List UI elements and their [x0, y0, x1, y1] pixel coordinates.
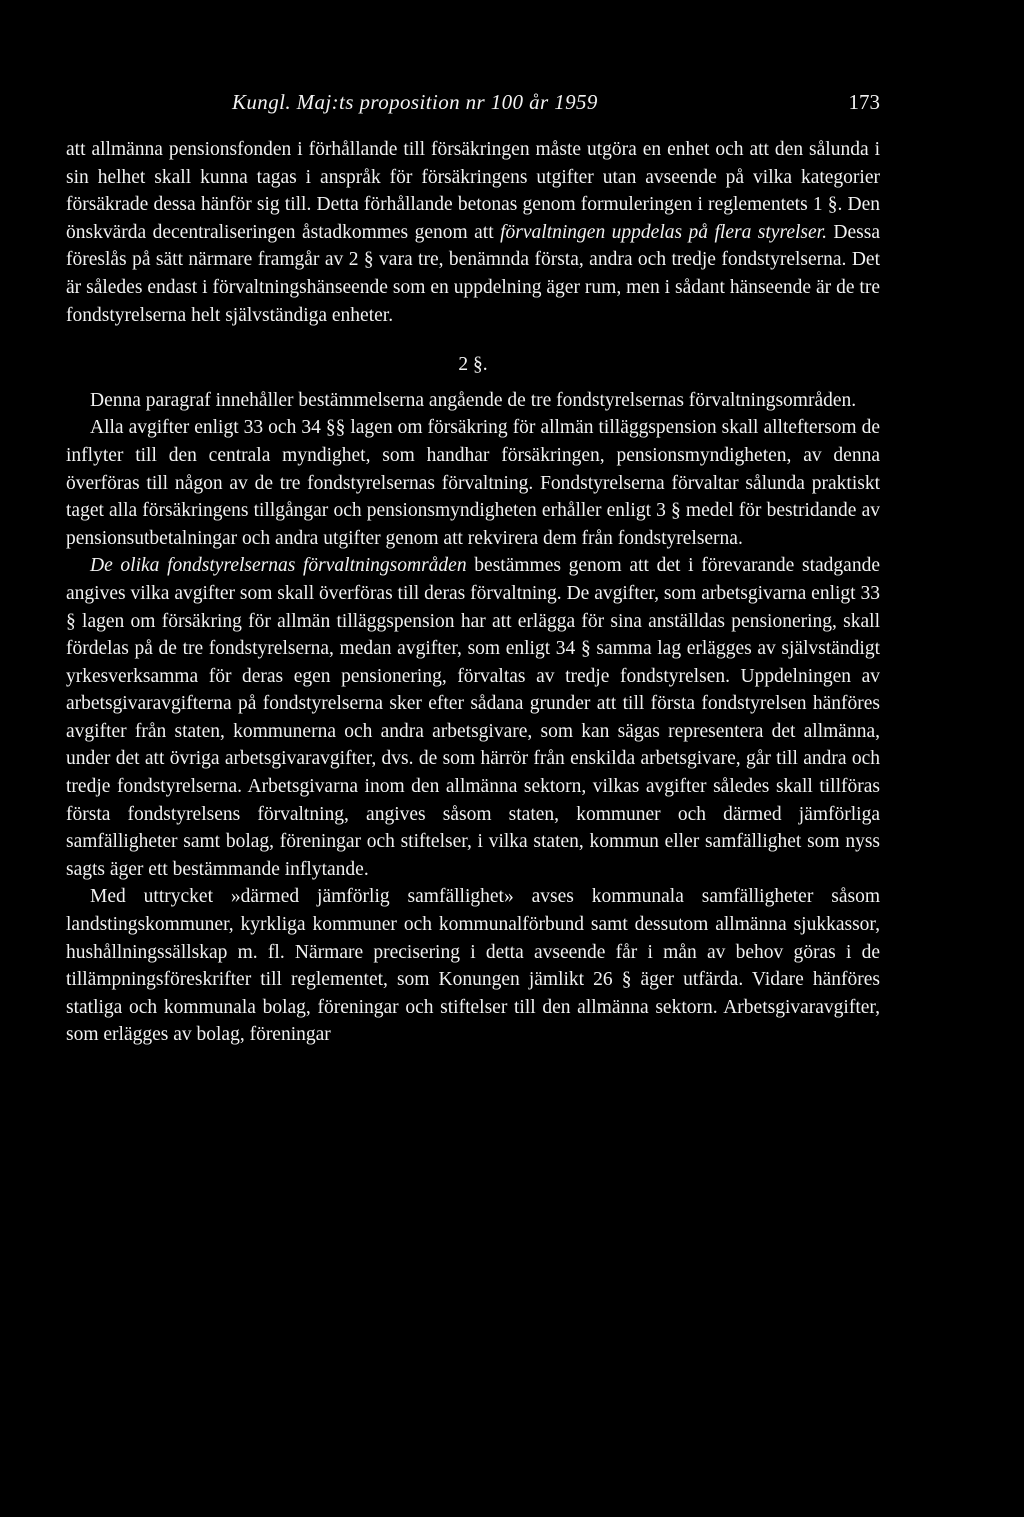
paragraph-continuation	[66, 136, 880, 329]
paragraph: Alla avgifter enligt 33 och 34 §§ lagen om försäkring för allmän tilläggspension skall allteftersom de inflyter till den centrala myndighet, som handhar försäkringen, pensionsmyndigheten, av denna överföras till någon av de tre fondstyrelsernas förvaltning. Fondstyrelserna förvaltar sålunda praktiskt taget alla försäkringens tillgångar och pensionsmyndigheten erhåller enligt 3 § medel för bestridande av pensionsutbetalningar och andra utgifter genom att rekvirera dem från fondstyrelserna.	[66, 417, 880, 549]
document-page	[66, 0, 880, 1517]
paragraph-text: bestämmes genom att det i förevarande stadgande angives vilka avgifter som skall överföras till deras förvaltning. De avgifter, som arbetsgivarna enligt 33 § lagen om försäkring för allmän tilläggspension har att erlägga för sina anställdas pensionering, skall fördelas på de tre fondstyrelserna, medan avgifter, som enligt 34 § samma lag erlägges av självständigt yrkesverksamma för deras egen pensionering, förvaltas av tredje fondstyrelsen. Uppdelningen av arbetsgivaravgifterna på fondstyrelserna sker efter sådana grunder att till första fondstyrelsen hänföres avgifter från staten, kommunerna och andra arbetsgivare, som kan sägas representera det allmänna, under det att övriga arbetsgivaravgifter, dvs. de som härrör från enskilda arbetsgivare, går till andra och tredje fondstyrelserna. Arbetsgivarna inom den allmänna sektorn, vilkas avgifter således skall tillföras första fondstyrelsens förvaltning, angives såsom staten, kommuner och därmed jämförliga samfälligheter samt bolag, föreningar och stiftelser, i vilka staten, kommun eller samfällighet som nyss sagts äger ett bestämmande inflytande.	[66, 555, 880, 880]
running-title: Kungl. Maj:ts proposition nr 100 år 1959	[232, 90, 598, 114]
page-number: 173	[848, 90, 880, 114]
paragraph	[66, 552, 880, 883]
body-text	[66, 136, 880, 1049]
paragraph: Med uttrycket »därmed jämförlig samfällighet» avses kommunala samfälligheter såsom landstingskommuner, kyrkliga kommuner och kommunalförbund samt dessutom allmänna sjukkassor, hushållningssällskap m. fl. Närmare precisering i detta avseende får i mån av behov göras i de tillämpningsföreskrifter till reglementet, som Konungen jämlikt 26 § äger utfärda. Vidare hänföres statliga och kommunala bolag, föreningar och stiftelser till den allmänna sektorn. Arbetsgivaravgifter, som erlägges av bolag, föreningar	[66, 886, 880, 1046]
paragraph-text: Dessa föreslås på sätt närmare framgår av 2 § vara tre, benämnda första, andra och tredje fondstyrelserna. Det är således endast i förvaltningshänseende som en uppdelning äger rum, men i sådant hänseende är de tre fondstyrelserna helt självständiga enheter.	[66, 221, 880, 326]
section-heading: 2 §.	[458, 354, 488, 376]
page-header	[66, 90, 880, 118]
emphasized-text: De olika fondstyrelsernas förvaltningsområden	[90, 555, 467, 577]
paragraph: Denna paragraf innehåller bestämmelserna angående de tre fondstyrelsernas förvaltningsområden.	[90, 389, 857, 411]
paragraph-text: att allmänna pensionsfonden i förhållande till försäkringen måste utgöra en enhet och att den sålunda i sin helhet skall kunna tagas i anspråk för försäkringens utgifter utan avseende på vilka kategorier försäkrade dessa hänför sig till. Detta förhållande betonas genom formuleringen i reglementets 1 §. Den önskvärda decentraliseringen åstadkommes genom att	[66, 139, 880, 243]
emphasized-text: förvaltningen uppdelas på flera styrelser.	[500, 221, 827, 243]
